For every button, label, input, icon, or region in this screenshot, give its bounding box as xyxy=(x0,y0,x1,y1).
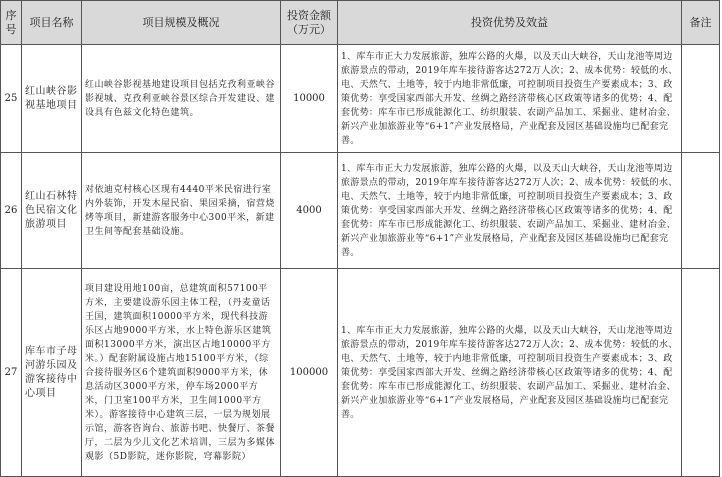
cell-amount: 100000 xyxy=(281,269,338,477)
cell-name: 红山石林特色民宿文化旅游项目 xyxy=(22,153,82,269)
cell-advantage: 1、库车市正大力发展旅游，独库公路的火爆，以及天山大峡谷，天山龙池等周边旅游景点的带动，2019年库车接待游客达272万人次；2、成本优势：较低的水、电、天然气、土地等，较于内地非常低廉，可控制项目投资生产要素成本；3、政策优势：享受国家西部大开发、丝绸之路经济带核心区政策等诸多的优势；4、配套优势：库车市已形成能源化工、纺织服装、农副产品加工、采掘业、建材冶金、新兴产业加旅游业等“6+1”产业发展格局，产业配套及园区基础设施均已配套完善。 xyxy=(338,269,682,477)
header-no: 序号 xyxy=(1,1,22,45)
cell-name: 库车市子母河游乐园及游客接待中心项目 xyxy=(22,269,82,477)
cell-note xyxy=(682,153,720,269)
cell-no: 27 xyxy=(1,269,22,477)
header-advantage: 投资优势及效益 xyxy=(338,1,682,45)
table-row xyxy=(1,45,720,153)
header-name: 项目名称 xyxy=(22,1,82,45)
header-scale: 项目规模及概况 xyxy=(82,1,281,45)
cell-name: 红山峡谷影视基地项目 xyxy=(22,45,82,153)
header-note: 备注 xyxy=(682,1,720,45)
table-row xyxy=(1,269,720,477)
cell-no: 26 xyxy=(1,153,22,269)
cell-amount: 10000 xyxy=(281,45,338,153)
table-header-row xyxy=(1,1,720,45)
cell-no: 25 xyxy=(1,45,22,153)
cell-note xyxy=(682,269,720,477)
cell-scale: 对依迪克村核心区现有4440平米民宿进行室内外装饰，开发木屋民宿、果园采摘，宿营烧烤等项目，新建游客服务中心300平米，新建卫生间等配套基础设施。 xyxy=(82,153,281,269)
cell-advantage: 1、库车市正大力发展旅游，独库公路的火爆，以及天山大峡谷，天山龙池等周边旅游景点的带动，2019年库车接待游客达272万人次；2、成本优势：较低的水、电、天然气、土地等，较于内地非常低廉，可控制项目投资生产要素成本；3、政策优势：享受国家西部大开发、丝绸之路经济带核心区政策等诸多的优势；4、配套优势：库车市已形成能源化工、纺织服装、农副产品加工、采掘业、建材冶金、新兴产业加旅游业等“6+1”产业发展格局，产业配套及园区基础设施均已配套完善。 xyxy=(338,45,682,153)
cell-scale: 项目建设用地100亩，总建筑面积57100平方米，主要建设游乐园主体工程，（丹麦童话王国，建筑面积10000平方米，现代科技游乐区占地9000平方米，水上特色游乐区建筑面积13000平方米，演出区占地10000平方米。）配套附属设施占地15100平方米，（综合接待服务区6个建筑面积9000平方米，休息活动区3000平方米，停车场2000平方米，门卫室100平方米，卫生间1000平方米）。游客接待中心建筑三层，一层为规划展示馆，游客咨询台、旅游书吧、快餐厅、茶餐厅，二层为少儿文化艺术培训，三层为多媒体观影（5D影院，迷你影院，穹幕影院） xyxy=(82,269,281,477)
cell-scale: 红山峡谷影视基地建设项目包括克孜利亚峡谷影视城、克孜利亚峡谷景区综合开发建设、建设具有色兹文化特色建筑。 xyxy=(82,45,281,153)
cell-advantage: 1、库车市正大力发展旅游，独库公路的火爆，以及天山大峡谷，天山龙池等周边旅游景点的带动，2019年库车接待游客达272万人次；2、成本优势：较低的水、电、天然气、土地等，较于内地非常低廉，可控制项目投资生产要素成本；3、政策优势：享受国家西部大开发、丝绸之路经济带核心区政策等诸多的优势；4、配套优势：库车市已形成能源化工、纺织服装、农副产品加工、采掘业、建材冶金、新兴产业加旅游业等“6+1”产业发展格局，产业配套及园区基础设施均已配套完善。 xyxy=(338,153,682,269)
header-amount: 投资金额（万元） xyxy=(281,1,338,45)
cell-note xyxy=(682,45,720,153)
cell-amount: 4000 xyxy=(281,153,338,269)
table-row xyxy=(1,153,720,269)
